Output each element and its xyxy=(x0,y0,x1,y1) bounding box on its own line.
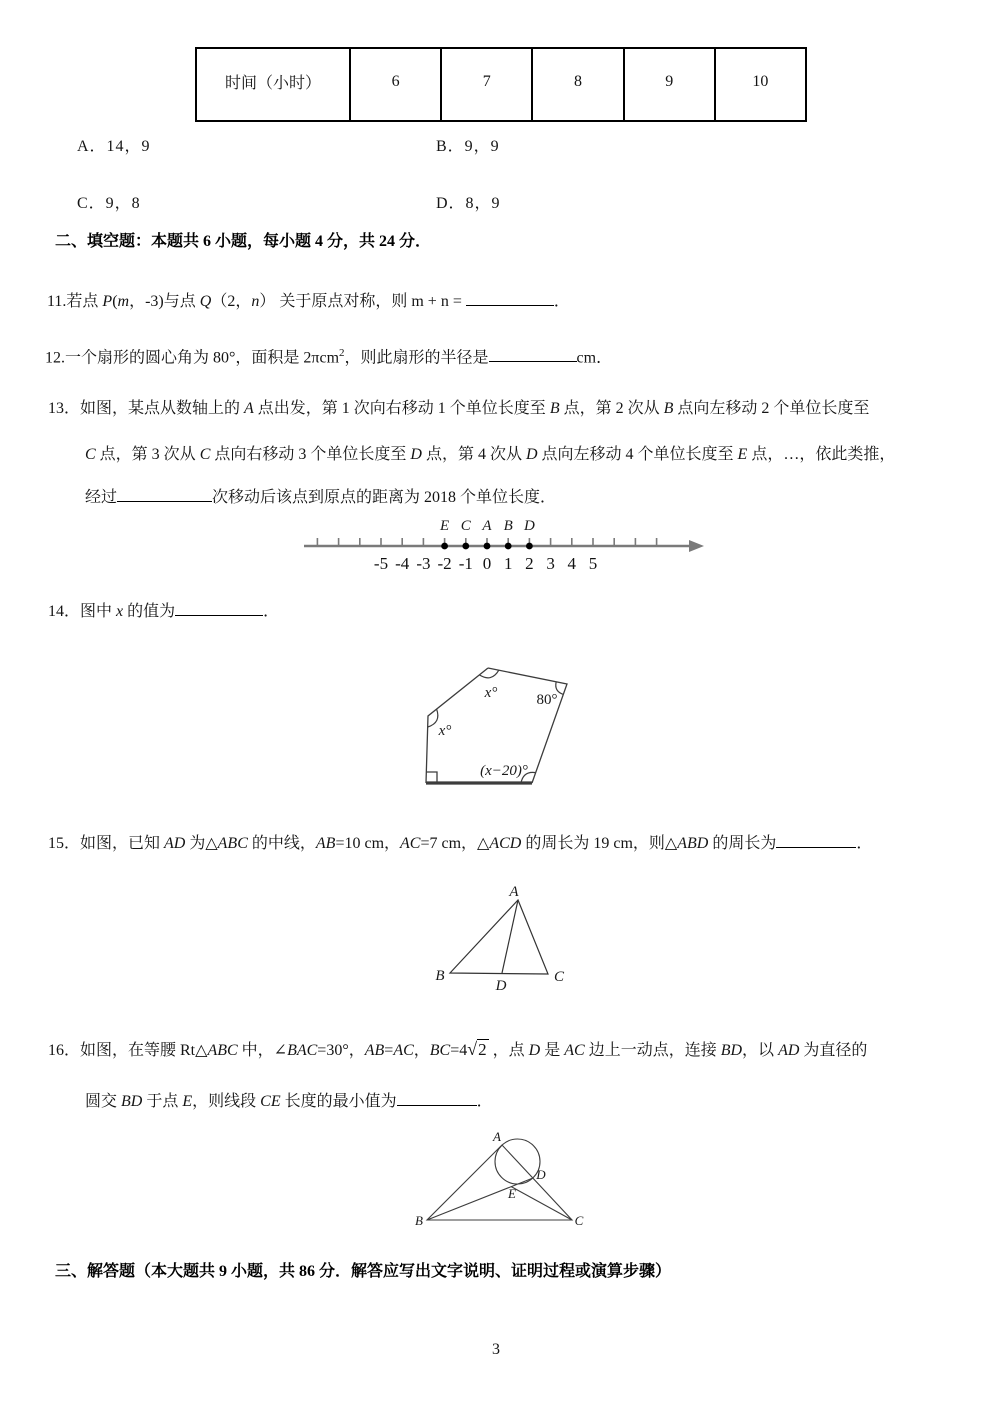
tick-label: -2 xyxy=(437,554,452,573)
table-header-cell: 时间（小时） xyxy=(224,75,321,92)
tick-label: 5 xyxy=(588,554,598,573)
point-label: A xyxy=(482,518,492,534)
tick-label: -5 xyxy=(373,554,389,573)
option-c: C．9，8 xyxy=(77,195,141,212)
question-12: 12.一个扇形的圆心角为 80°，面积是 2πcm$^2$，则此扇形的半径是 cm． xyxy=(45,347,613,367)
vertex-label-b: B xyxy=(415,1213,423,1228)
axis-arrow-icon xyxy=(689,540,704,552)
angle-label-left: x° xyxy=(438,723,452,739)
number-line-figure xyxy=(300,513,710,593)
vertex-label-d: D xyxy=(536,1167,546,1182)
question-16-line2: 圆交 BD 于点 E，则线段 CE 长度的最小值为 ． xyxy=(85,1090,493,1113)
angle-label-bottom: (x−20)° xyxy=(480,763,528,779)
table-cell: 6 xyxy=(349,49,440,120)
point-label: D xyxy=(523,518,535,534)
option-d: D．8，9 xyxy=(436,195,501,212)
question-13-line3: 经过 次移动后该点到原点的距离为 2018 个单位长度． xyxy=(85,486,556,509)
section-fill-in-heading: 二、填空题：本题共 6 小题，每小题 4 分，共 24 分． xyxy=(55,233,432,250)
question-13-line1: 13．如图，某点从数轴上的 A 点出发，第 1 次向右移动 1 个单位长度至 B 点，第 2 次从 B 点向左移动 2 个单位长度至 xyxy=(48,400,870,417)
angle-label-top: x° xyxy=(484,685,498,701)
triangle-edges xyxy=(450,900,548,974)
circle-triangle-figure xyxy=(405,1128,600,1236)
tick-label: 0 xyxy=(482,554,492,573)
tick-label: 2 xyxy=(525,554,534,573)
vertex-label-b: B xyxy=(435,968,445,984)
table-cell: 9 xyxy=(623,49,714,120)
tick-label: -1 xyxy=(458,554,473,573)
table-cell: 8 xyxy=(531,49,622,120)
point-label: B xyxy=(503,518,513,534)
tick-label: -3 xyxy=(416,554,431,573)
vertex-label-e: E xyxy=(508,1186,516,1201)
tick-label: 3 xyxy=(546,554,555,573)
angle-label-right: 80° xyxy=(536,692,558,708)
vertex-label-c: C xyxy=(553,969,565,985)
option-a: A．14，9 xyxy=(77,138,151,155)
question-16-line1: 16．如图，在等腰 Rt△ABC 中，∠BAC=30°，AB=AC，BC=4√2 ，点 D 是 AC 边上一动点，连接 BD，以 AD 为直径的 xyxy=(48,1039,868,1059)
question-11: 11.若点 P(m，-3)与点 Q（2，n） 关于原点对称，则 m + n = ． xyxy=(47,290,570,313)
table-cell: 7 xyxy=(440,49,531,120)
vertex-label-c: C xyxy=(574,1213,584,1228)
question-14: 14．图中 x 的值为 ． xyxy=(48,600,279,623)
question-13-line2: C 点，第 3 次从 C 点向右移动 3 个单位长度至 D 点，第 4 次从 D 点向左移动 4 个单位长度至 E 点，…，依此类推， xyxy=(85,446,896,463)
tick-label: 4 xyxy=(567,554,577,573)
number-line-axis xyxy=(304,538,691,547)
median-triangle-figure xyxy=(430,885,580,1003)
pentagon-figure xyxy=(405,655,590,805)
vertex-label-a: A xyxy=(493,1129,501,1144)
point-label: E xyxy=(440,518,450,534)
vertex-label-a: A xyxy=(509,885,519,900)
tick-label: -4 xyxy=(395,554,410,573)
section-solve-heading: 三、解答题（本大题共 9 小题，共 86 分．解答应写出文字说明、证明过程或演算步骤） xyxy=(55,1263,672,1280)
table-cell: 10 xyxy=(714,49,805,120)
time-table xyxy=(195,47,807,122)
point-label: C xyxy=(460,518,471,534)
circle-figure-lines xyxy=(427,1139,572,1220)
page-number: 3 xyxy=(492,1341,500,1358)
tick-label: 1 xyxy=(503,554,513,573)
vertex-label-d: D xyxy=(495,978,507,994)
option-b: B．9，9 xyxy=(436,138,500,155)
question-15: 15．如图，已知 AD 为△ABC 的中线，AB=10 cm，AC=7 cm，△ACD 的周长为 19 cm，则△ABD 的周长为 ． xyxy=(48,832,872,855)
